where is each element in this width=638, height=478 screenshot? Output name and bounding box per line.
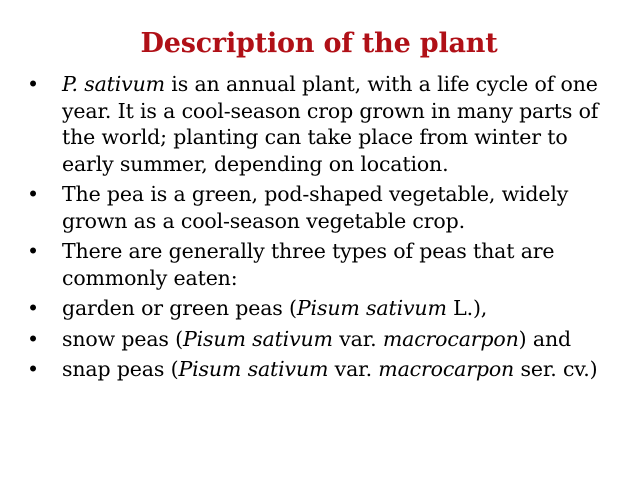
bullet-item bbox=[27, 181, 617, 234]
bullet-text: garden or green peas ( bbox=[62, 296, 297, 320]
bullet-text: is an annual plant, with a life cycle of one year. It is a cool-season crop grown in many parts of the world; planting can take place from winter to early summer, depending on location. bbox=[62, 72, 599, 176]
bullet-text-italic: P. sativum bbox=[62, 72, 165, 96]
bullet-text-italic: macrocarpon bbox=[382, 326, 519, 351]
bullet-text: snow peas ( bbox=[62, 326, 183, 351]
bullet-text: There are generally three types of peas that are commonly eaten: bbox=[62, 239, 555, 290]
bullet-text-italic: macrocarpon bbox=[378, 357, 515, 381]
bullet-text-italic: Pisum sativum bbox=[296, 296, 447, 320]
bullet-text: snap peas ( bbox=[62, 357, 179, 381]
bullet-marker: • bbox=[27, 182, 39, 206]
bullet-list bbox=[27, 71, 617, 387]
bullet-marker: • bbox=[27, 326, 39, 351]
bullet-text-italic: Pisum sativum bbox=[183, 326, 333, 351]
bullet-item bbox=[27, 295, 617, 322]
bullet-text-italic: Pisum sativum bbox=[178, 357, 329, 381]
bullet-marker: • bbox=[27, 72, 39, 96]
bullet-text: The pea is a green, pod-shaped vegetable, widely grown as a cool-season vegetable crop. bbox=[62, 182, 569, 233]
bullet-text: ) and bbox=[518, 326, 571, 351]
bullet-item bbox=[27, 356, 617, 383]
slide-title: Description of the plant bbox=[140, 28, 498, 59]
bullet-text: var. bbox=[332, 326, 383, 351]
bullet-text: L.), bbox=[446, 296, 488, 320]
bullet-marker: • bbox=[27, 239, 39, 263]
bullet-marker: • bbox=[27, 357, 39, 381]
bullet-item bbox=[27, 71, 617, 177]
bullet-item bbox=[27, 238, 617, 291]
bullet-marker: • bbox=[27, 296, 39, 320]
bullet-text: ser. cv.) bbox=[514, 357, 598, 381]
bullet-text: var. bbox=[328, 357, 379, 381]
bullet-item bbox=[27, 326, 617, 353]
